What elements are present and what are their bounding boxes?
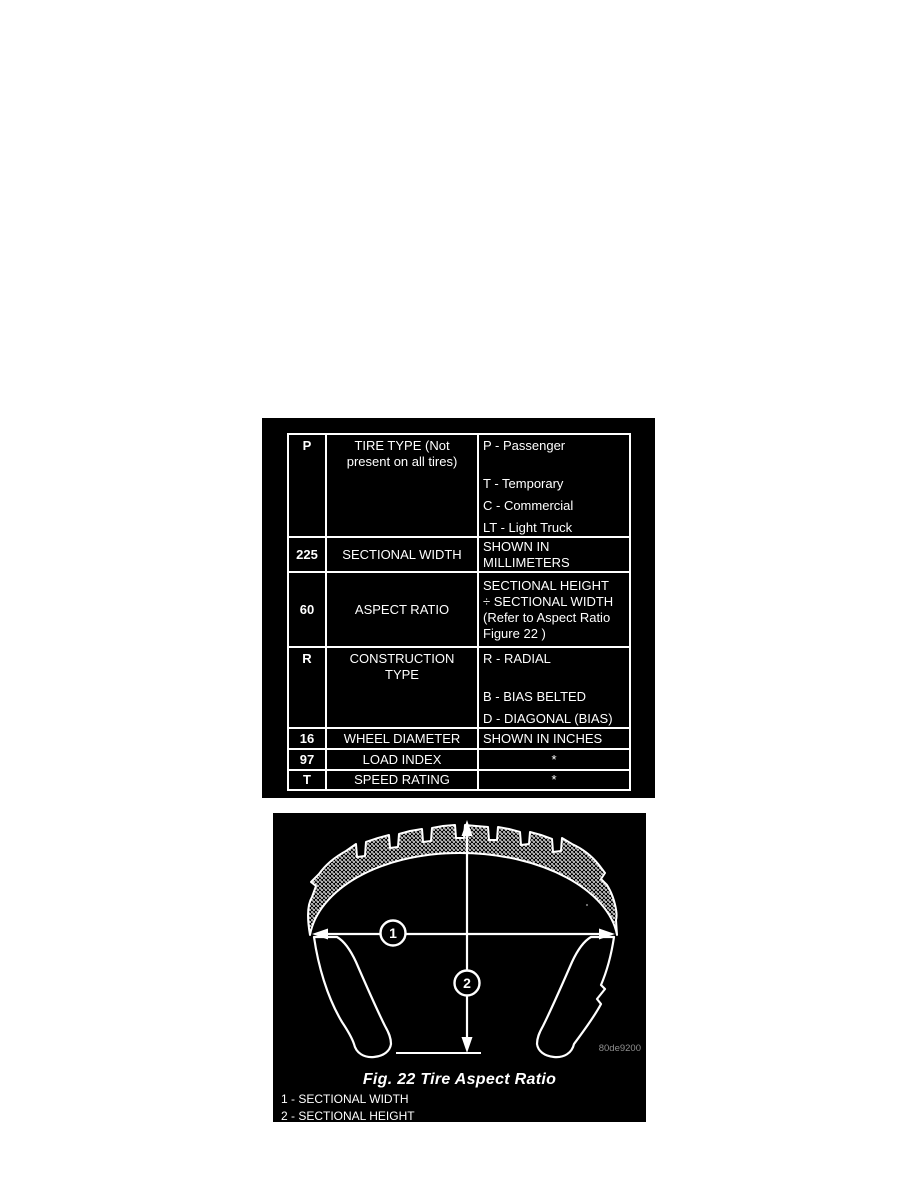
meaning-cell bbox=[478, 537, 630, 572]
table-row-sectional-width bbox=[288, 537, 630, 572]
description-cell: SECTIONAL WIDTH bbox=[326, 537, 478, 572]
tire-cross-section-diagram bbox=[273, 813, 646, 1063]
meaning-cell bbox=[478, 647, 630, 728]
tire-code-table-panel bbox=[262, 418, 655, 798]
cell-line: (Refer to Aspect Ratio bbox=[483, 609, 611, 625]
table-row-speed-rating bbox=[288, 770, 630, 790]
cell-line: MILLIMETERS bbox=[483, 554, 570, 570]
meaning-cell: * bbox=[478, 749, 630, 770]
description-cell: ASPECT RATIO bbox=[326, 572, 478, 647]
cell-line: ÷ SECTIONAL WIDTH bbox=[483, 593, 614, 609]
sectional-height-arrow bbox=[462, 820, 473, 1053]
figure-legend-item: 1 - SECTIONAL WIDTH bbox=[281, 1092, 409, 1106]
description-cell bbox=[326, 647, 478, 728]
code-cell: T bbox=[288, 770, 326, 790]
cell-line: R - RADIAL bbox=[483, 651, 551, 666]
code-cell: R bbox=[288, 647, 326, 728]
figure-legend bbox=[273, 1089, 646, 1125]
code-cell: 225 bbox=[288, 537, 326, 572]
callout-1-badge bbox=[381, 921, 406, 946]
table-row-wheel-diameter bbox=[288, 728, 630, 749]
tire-tread-shape bbox=[308, 825, 617, 935]
cell-line: P - Passenger bbox=[483, 438, 566, 453]
tire-left-bead-shape bbox=[314, 937, 391, 1057]
tire-size-code-table bbox=[287, 433, 631, 791]
meaning-cell: SHOWN IN INCHES bbox=[478, 728, 630, 749]
description-cell bbox=[326, 434, 478, 537]
figure-legend-item: 2 - SECTIONAL HEIGHT bbox=[281, 1109, 415, 1123]
film-speck bbox=[586, 904, 588, 906]
cell-line: B - BIAS BELTED bbox=[483, 689, 587, 704]
table-row-tire-type bbox=[288, 434, 630, 537]
cell-line: CONSTRUCTION bbox=[349, 651, 455, 666]
cell-line: present on all tires) bbox=[346, 454, 458, 469]
cell-line: C - Commercial bbox=[483, 498, 574, 513]
cell-line: SHOWN IN bbox=[483, 538, 550, 554]
tire-right-bead-shape bbox=[537, 937, 614, 1057]
cell-line: TYPE bbox=[385, 667, 419, 682]
table-row-load-index bbox=[288, 749, 630, 770]
description-cell: LOAD INDEX bbox=[326, 749, 478, 770]
meaning-cell bbox=[478, 572, 630, 647]
cell-line: Figure 22 ) bbox=[483, 625, 546, 641]
meaning-cell: * bbox=[478, 770, 630, 790]
meaning-cell bbox=[478, 434, 630, 537]
svg-text:1: 1 bbox=[389, 925, 397, 941]
code-cell: P bbox=[288, 434, 326, 537]
figure-watermark: 80de9200 bbox=[598, 1043, 641, 1054]
code-cell: 60 bbox=[288, 572, 326, 647]
table-row-aspect-ratio bbox=[288, 572, 630, 647]
cell-line: SECTIONAL HEIGHT bbox=[483, 577, 609, 593]
cell-line: D - DIAGONAL (BIAS) bbox=[483, 711, 613, 726]
callout-2-badge bbox=[455, 971, 480, 996]
description-cell: SPEED RATING bbox=[326, 770, 478, 790]
svg-text:2: 2 bbox=[463, 975, 471, 991]
figure-caption: Fig. 22 Tire Aspect Ratio bbox=[362, 1071, 557, 1088]
table-row-construction-type bbox=[288, 647, 630, 728]
cell-line: T - Temporary bbox=[483, 476, 564, 491]
description-cell: WHEEL DIAMETER bbox=[326, 728, 478, 749]
code-cell: 97 bbox=[288, 749, 326, 770]
cell-line: TIRE TYPE (Not bbox=[354, 438, 450, 453]
sectional-width-arrow bbox=[312, 929, 615, 940]
cell-line: LT - Light Truck bbox=[483, 520, 573, 535]
tire-figure-panel bbox=[273, 813, 646, 1122]
code-cell: 16 bbox=[288, 728, 326, 749]
